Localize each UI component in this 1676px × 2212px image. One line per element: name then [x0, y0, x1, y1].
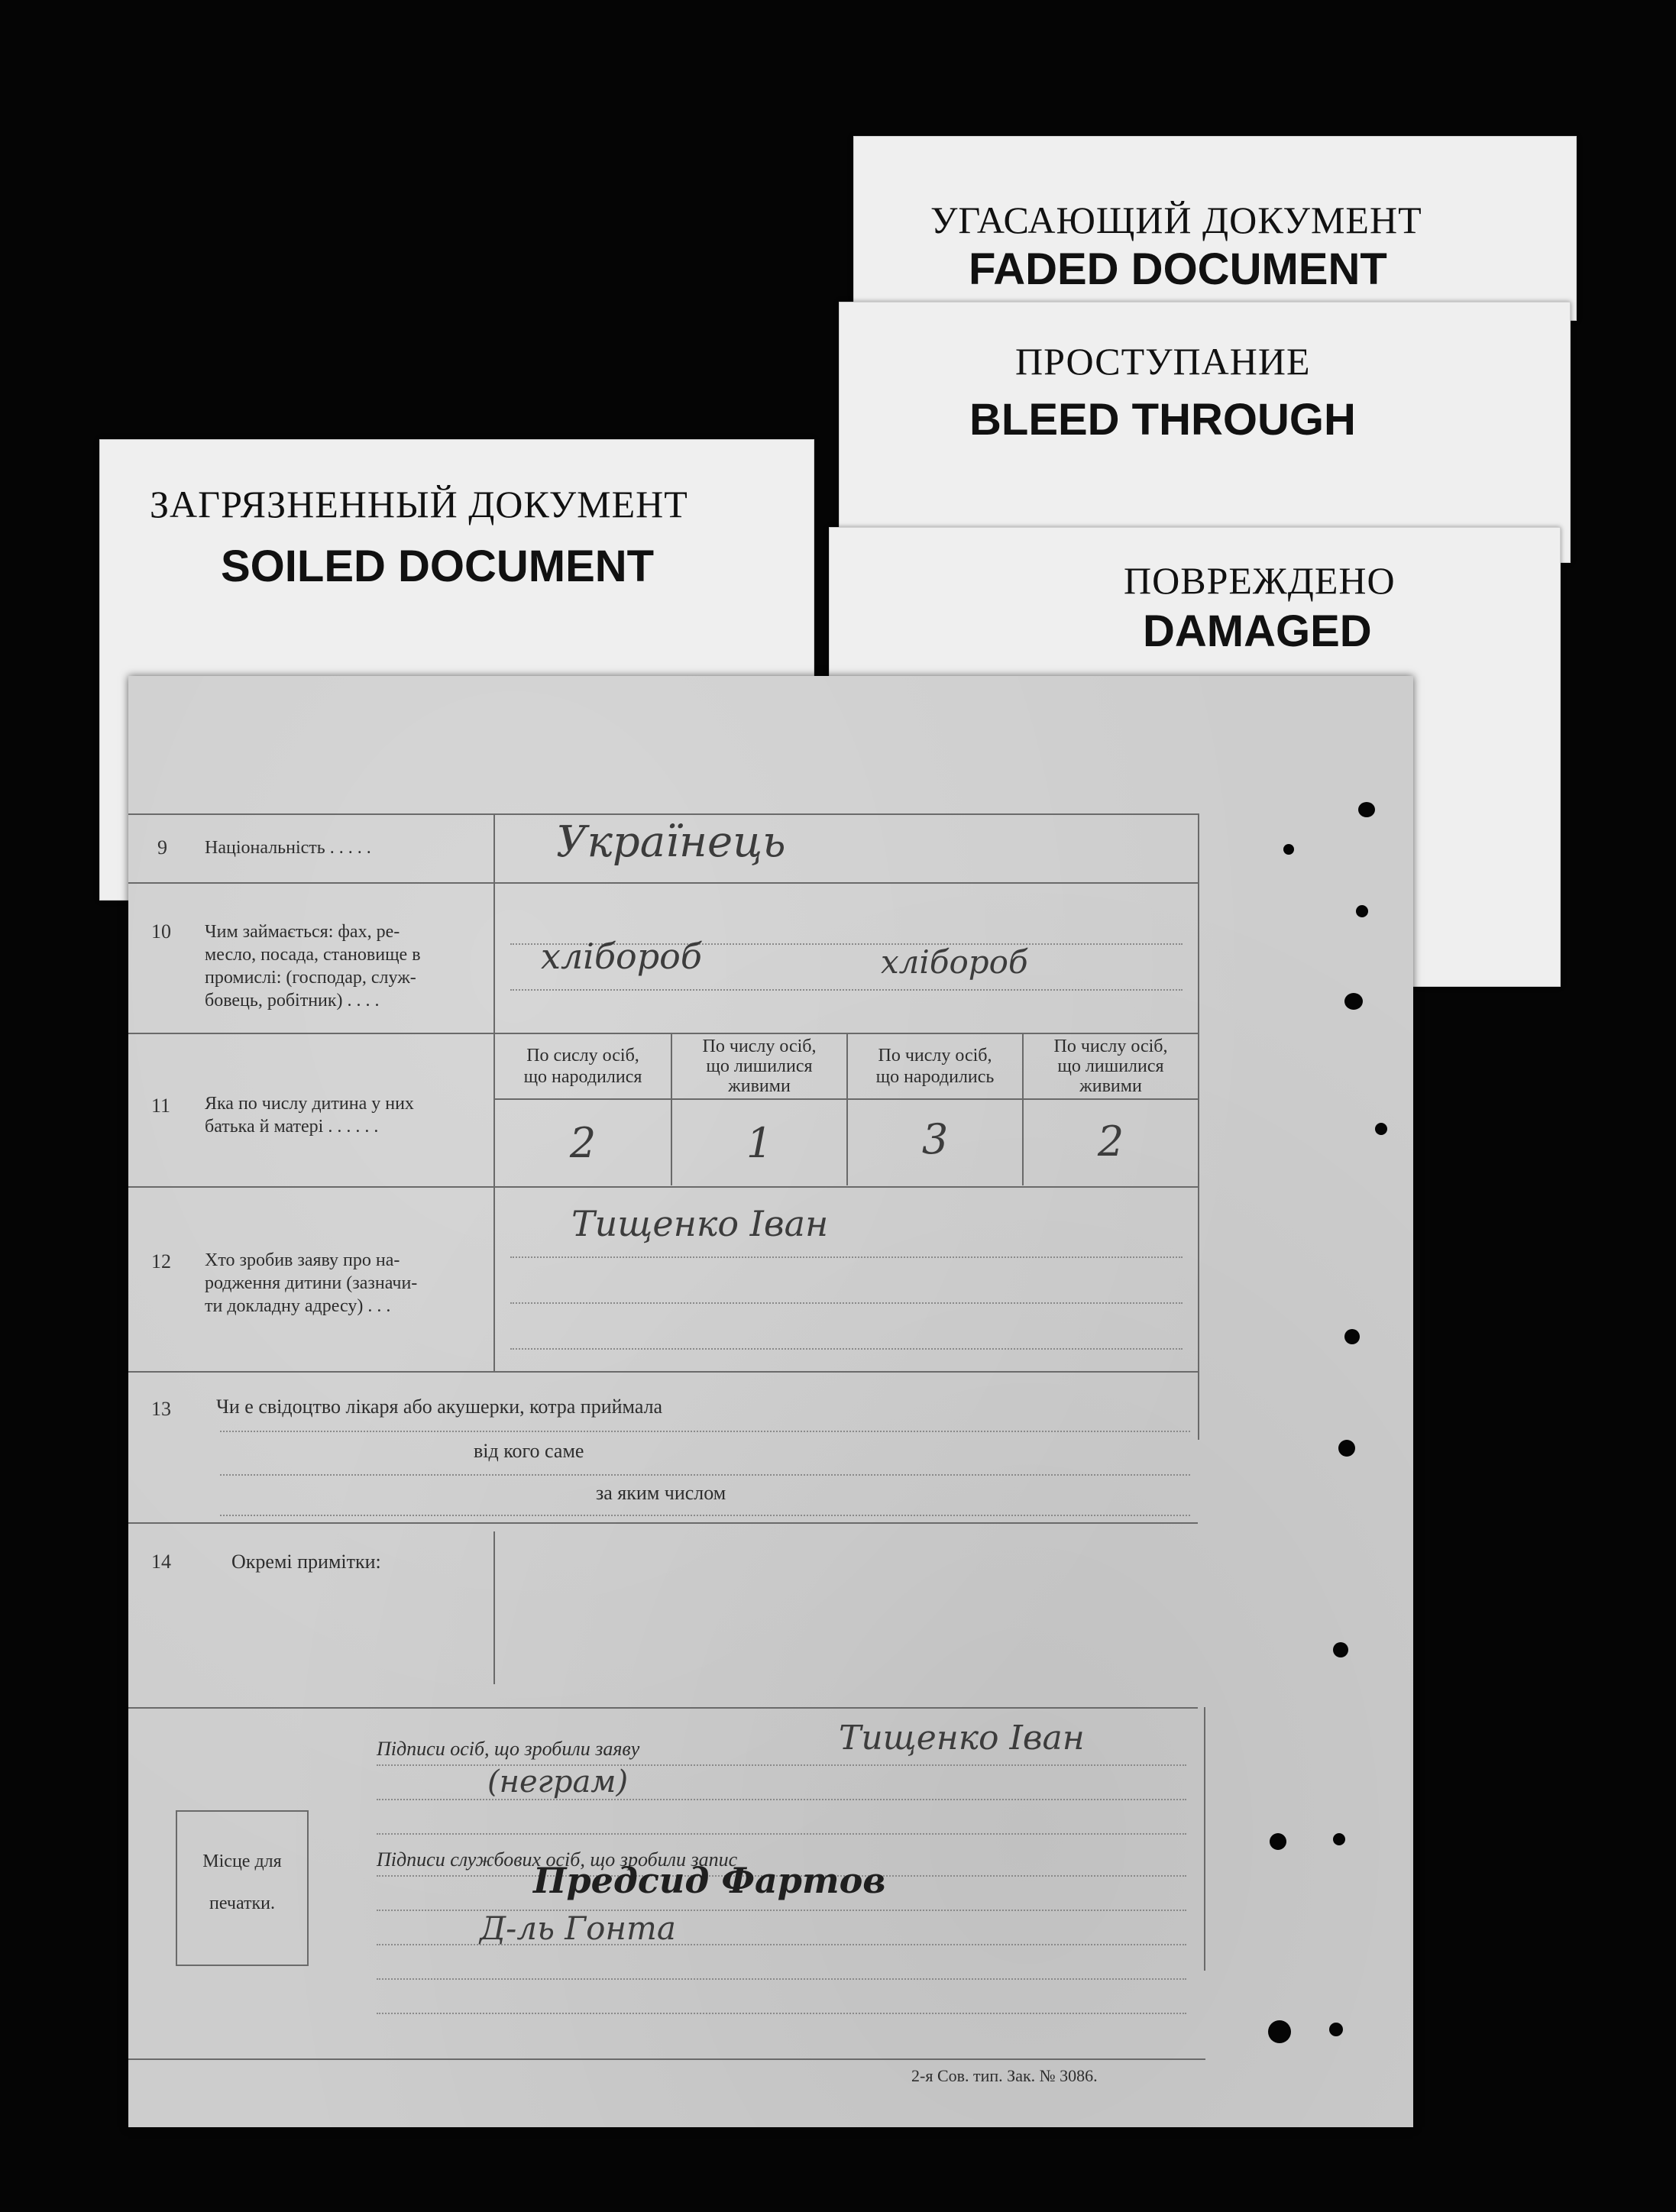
row-sep-14	[128, 1707, 1198, 1709]
damaged-card-ru: ПОВРЕЖДЕНО	[1124, 559, 1396, 602]
seal-box	[176, 1810, 309, 1966]
declarant-note: (неграм)	[487, 1764, 629, 1800]
punch-hole	[1356, 905, 1368, 917]
frame-right	[1198, 813, 1199, 1440]
label-column-right-14	[493, 1531, 495, 1684]
r11-value-4: 2	[1097, 1117, 1124, 1166]
r11-header-2-c: живими	[728, 1076, 791, 1096]
faded-card-en: FADED DOCUMENT	[969, 244, 1387, 294]
r12-dots-3	[510, 1348, 1183, 1350]
r11-value-3: 3	[921, 1115, 949, 1163]
r12-dots-2	[510, 1302, 1183, 1304]
r11-header-sep	[493, 1098, 1198, 1100]
faded-card-ru: УГАСАЮЩИЙ ДОКУМЕНТ	[930, 199, 1422, 241]
r13-dots-2	[220, 1474, 1190, 1476]
row-12-label-2: родження дитини (зазначи-	[205, 1273, 418, 1293]
r11-header-2-b: що лишилися	[706, 1056, 813, 1076]
row-10-value-1: хлібороб	[541, 936, 702, 977]
bleed-card-en: BLEED THROUGH	[969, 395, 1356, 445]
damaged-card-en: DAMAGED	[1143, 606, 1372, 656]
row-12-label-3: ти докладну адресу) . . .	[205, 1296, 391, 1316]
row-10-number: 10	[151, 920, 171, 943]
punch-hole	[1268, 2020, 1291, 2043]
row-10-label-3: промислі: (господар, служ-	[205, 968, 416, 988]
row-13-line-1: Чи е свідоцтво лікаря або акушерки, котра приймала	[216, 1395, 663, 1418]
punch-hole	[1329, 2023, 1343, 2036]
officials-label: Підписи службових осіб, що зробили запис	[377, 1848, 738, 1871]
r11-header-3-b: що народились	[875, 1067, 995, 1087]
row-sep-10	[128, 1033, 1198, 1034]
frame-right-lower	[1204, 1707, 1205, 1971]
row-sep-11	[128, 1186, 1198, 1188]
officials-line-4	[377, 1978, 1186, 1980]
punch-hole	[1375, 1123, 1387, 1135]
seal-label-2: печатки.	[209, 1893, 275, 1913]
row-11-label-1: Яка по числу дитина у них	[205, 1094, 414, 1114]
row-12-label-1: Хто зробив заяву про на-	[205, 1250, 400, 1270]
r11-value-2: 1	[746, 1119, 773, 1167]
r11-header-4-b: що лишилися	[1057, 1056, 1164, 1076]
frame-top	[128, 813, 1198, 815]
declarants-line-3	[377, 1833, 1186, 1835]
row-9-label: Національність . . . . .	[205, 838, 371, 858]
punch-hole	[1358, 802, 1375, 817]
punch-hole	[1270, 1833, 1286, 1850]
r13-dots-1	[220, 1431, 1190, 1432]
punch-hole	[1283, 844, 1294, 855]
label-column-right	[493, 813, 495, 1373]
row-10-label-4: бовець, робітник) . . . .	[205, 991, 380, 1011]
r12-dots-1	[510, 1256, 1183, 1258]
frame-bottom	[128, 2058, 1205, 2060]
official-signature-1: Предсид Фартов	[533, 1860, 886, 1901]
declarant-value: Тищенко Іван	[839, 1719, 1085, 1758]
punch-hole	[1344, 1329, 1360, 1344]
row-10-label-1: Чим займається: фах, ре-	[205, 922, 400, 942]
r11-header-1-a: По сислу осіб,	[526, 1046, 639, 1066]
r11-header-2-a: По числу осіб,	[702, 1036, 817, 1056]
punch-hole	[1338, 1440, 1355, 1457]
row-sep-12	[128, 1371, 1198, 1373]
r13-dots-3	[220, 1515, 1190, 1516]
row-14-number: 14	[151, 1551, 171, 1573]
r10-dots-2	[510, 989, 1183, 991]
soiled-card-ru: ЗАГРЯЗНЕННЫЙ ДОКУМЕНТ	[150, 483, 688, 526]
declarants-label: Підписи осіб, що зробили заяву	[377, 1738, 640, 1760]
officials-line-3	[377, 1944, 1186, 1945]
row-10-label-2: месло, посада, становище в	[205, 945, 421, 965]
row-9-number: 9	[157, 836, 167, 859]
r11-value-1: 2	[569, 1119, 597, 1167]
punch-hole	[1344, 993, 1363, 1010]
official-signature-2: Д-ль Гонта	[480, 1910, 676, 1947]
bleed-card-ru: ПРОСТУПАНИЕ	[1015, 340, 1311, 383]
soiled-card-en: SOILED DOCUMENT	[221, 542, 655, 591]
row-12-number: 12	[151, 1250, 171, 1273]
row-13-line-2: від кого саме	[474, 1440, 584, 1462]
row-11-label-2: батька й матері . . . . . .	[205, 1117, 379, 1137]
row-13-number: 13	[151, 1398, 171, 1420]
r11-header-4-a: По числу осіб,	[1053, 1036, 1168, 1056]
punch-hole	[1333, 1833, 1345, 1845]
row-sep-13	[128, 1522, 1198, 1524]
row-12-value: Тищенко Іван	[571, 1203, 829, 1244]
r11-header-4-c: живими	[1079, 1076, 1142, 1096]
officials-line-5	[377, 2013, 1186, 2014]
seal-label-1: Місце для	[202, 1851, 282, 1871]
r11-header-1-b: що народилися	[523, 1067, 642, 1087]
row-11-number: 11	[151, 1095, 171, 1117]
printer-imprint: 2-я Сов. тип. Зак. № 3086.	[911, 2066, 1098, 2085]
r11-header-3-a: По числу осіб,	[878, 1046, 992, 1066]
declarants-line-2	[377, 1799, 1186, 1800]
faded-document-card	[853, 136, 1577, 321]
punch-hole	[1333, 1642, 1348, 1657]
row-10-value-2: хлібороб	[881, 943, 1028, 981]
row-sep-9	[128, 882, 1198, 884]
row-14-label: Окремі примітки:	[231, 1551, 381, 1573]
row-13-line-3: за яким числом	[596, 1482, 726, 1504]
row-9-value: Українець	[556, 817, 786, 867]
bleed-through-card	[839, 302, 1571, 563]
registration-form-page	[128, 676, 1413, 2127]
officials-line-2	[377, 1910, 1186, 1911]
